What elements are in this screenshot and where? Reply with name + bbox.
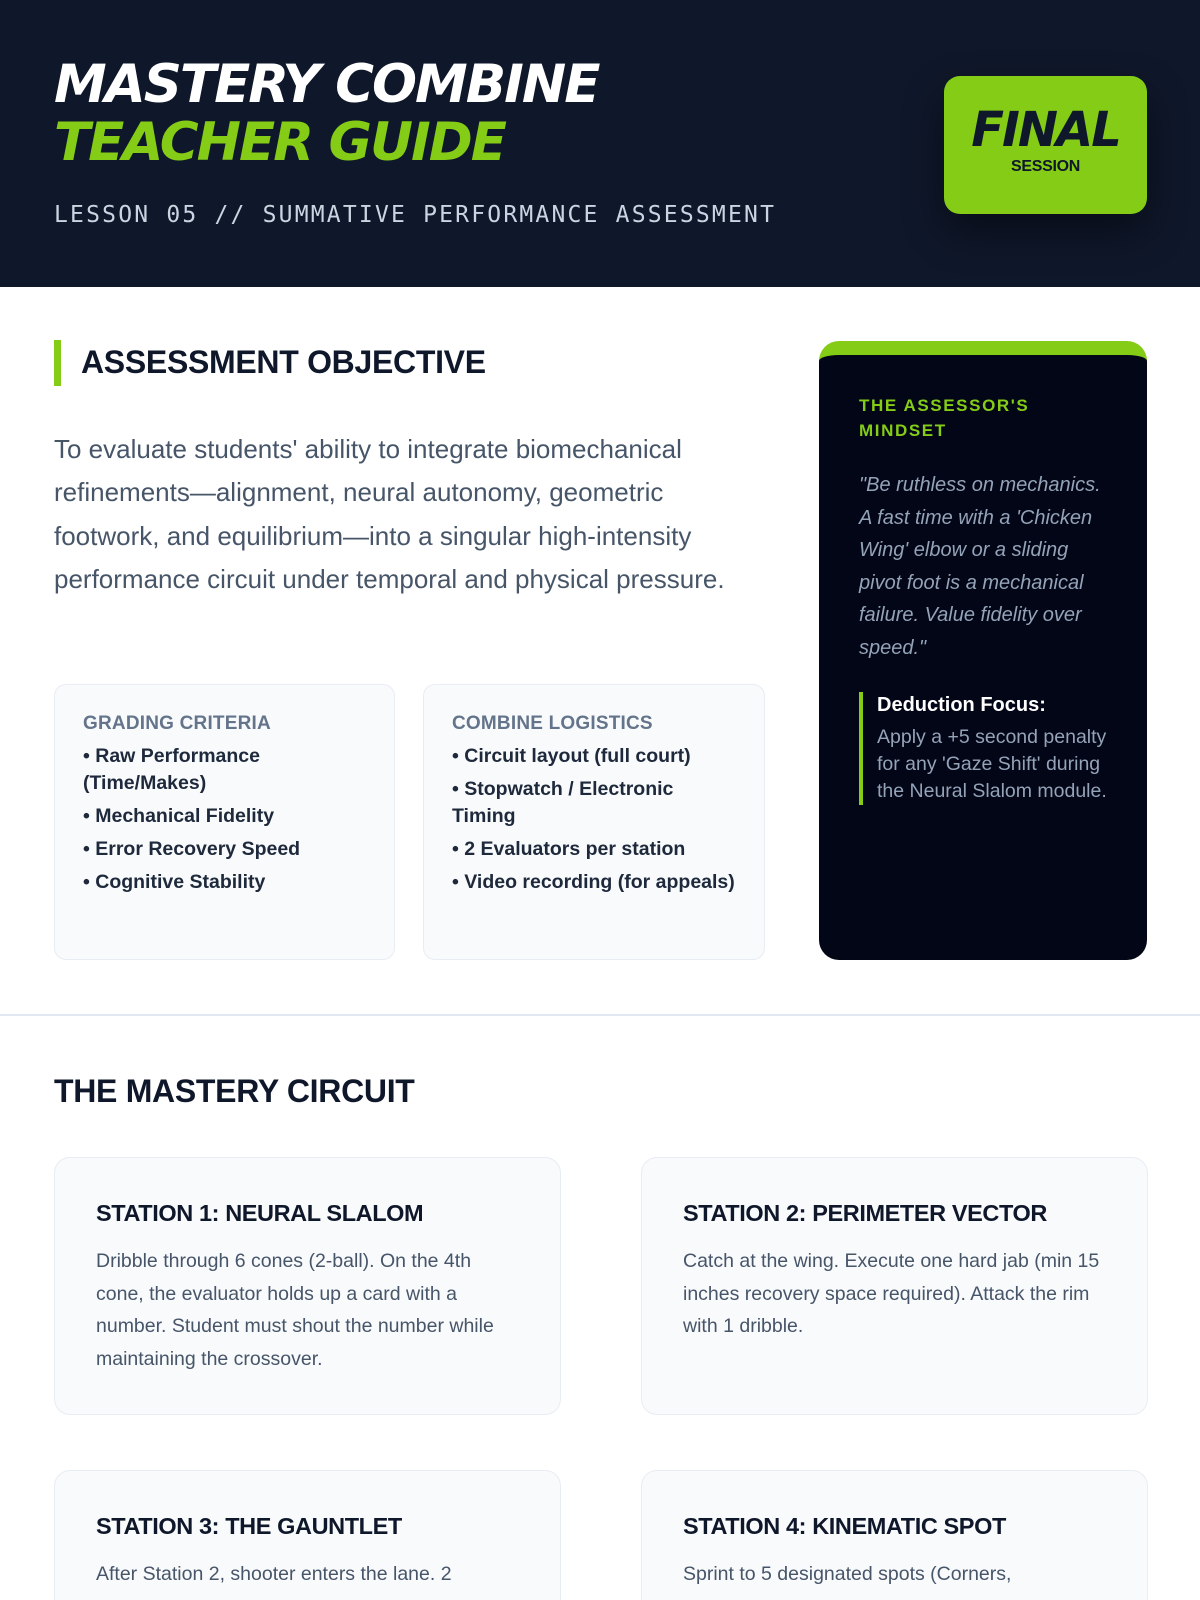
title-line-2: TEACHER GUIDE: [54, 112, 505, 173]
list-item: • Circuit layout (full court): [452, 745, 691, 767]
objective-text: To evaluate students' ability to integrate biomechanical refinements—alignment, neural autonomy, geometric footwork, and equilibrium—into a singular high-intensity performance circuit under temporal and physical pressure.: [54, 434, 725, 594]
station-description: Sprint to 5 designated spots (Corners,: [683, 1563, 1012, 1585]
mindset-quote: "Be ruthless on mechanics. A fast time with a 'Chicken Wing' elbow or a sliding pivot foot is a mechanical failure. Value fidelity over speed.": [859, 474, 1101, 659]
station-title: STATION 1: NEURAL SLALOM: [96, 1200, 424, 1226]
deduction-text: Apply a +5 second penalty for any 'Gaze Shift' during the Neural Slalom module.: [877, 726, 1107, 802]
list-item: • Error Recovery Speed: [83, 838, 301, 860]
assessor-mindset-card: [819, 341, 1147, 960]
deduction-title: Deduction Focus:: [877, 694, 1046, 716]
list-item: • Video recording (for appeals): [452, 871, 735, 893]
objective-heading: ASSESSMENT OBJECTIVE: [81, 344, 486, 380]
station-card-4: [641, 1470, 1148, 1600]
badge-main-text: FINAL: [971, 102, 1120, 158]
grading-criteria-label: GRADING CRITERIA: [83, 713, 271, 734]
station-title: STATION 2: PERIMETER VECTOR: [683, 1200, 1047, 1226]
station-title: STATION 4: KINEMATIC SPOT: [683, 1513, 1006, 1539]
page-header: [0, 0, 1200, 287]
mindset-label: THE ASSESSOR'S MINDSET: [859, 396, 1030, 440]
station-card-3: [54, 1470, 561, 1600]
circuit-heading: THE MASTERY CIRCUIT: [54, 1073, 415, 1109]
station-description: After Station 2, shooter enters the lane. 2: [96, 1563, 452, 1585]
final-session-badge: [944, 76, 1147, 214]
grading-criteria-list: [83, 743, 372, 896]
list-item: • 2 Evaluators per station: [452, 838, 686, 860]
station-card-1: [54, 1157, 561, 1415]
deduction-focus: [859, 692, 1109, 805]
combine-logistics-label: COMBINE LOGISTICS: [452, 713, 653, 734]
title-line-1: MASTERY COMBINE: [54, 54, 599, 115]
combine-logistics-list: [452, 743, 742, 896]
list-item: • Raw Performance (Time/Makes): [83, 745, 260, 794]
badge-sub-text: SESSION: [1010, 158, 1081, 175]
station-card-2: [641, 1157, 1148, 1415]
list-item: • Cognitive Stability: [83, 871, 266, 893]
station-description: Catch at the wing. Execute one hard jab (min 15 inches recovery space required). Attack the rim with 1 dribble.: [683, 1250, 1100, 1337]
section-accent-bar: [54, 340, 61, 386]
list-item: • Mechanical Fidelity: [83, 805, 275, 827]
lesson-subtitle: LESSON 05 // SUMMATIVE PERFORMANCE ASSESSMENT: [54, 202, 777, 228]
station-title: STATION 3: THE GAUNTLET: [96, 1513, 402, 1539]
section-divider: [0, 1014, 1200, 1016]
combine-logistics-card: [423, 684, 765, 960]
station-description: Dribble through 6 cones (2-ball). On the 4th cone, the evaluator holds up a card with a number. Student must shout the number while maintaining the crossover.: [96, 1250, 494, 1370]
list-item: • Stopwatch / Electronic Timing: [452, 778, 674, 827]
grading-criteria-card: [54, 684, 395, 960]
